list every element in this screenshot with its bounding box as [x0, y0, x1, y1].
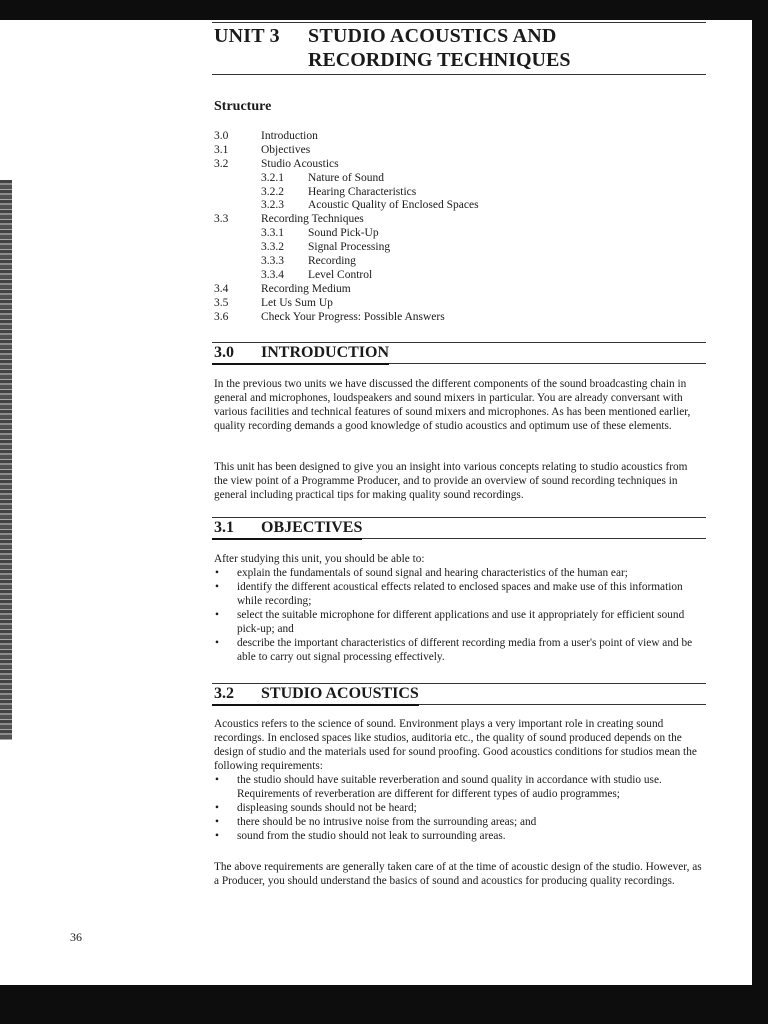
section-heading-introduction: [212, 342, 706, 364]
list-item: • there should be no intrusive noise from the surrounding areas; and: [215, 816, 537, 828]
bullet-icon: •: [215, 567, 219, 579]
structure-item-label: Signal Processing: [308, 241, 391, 254]
structure-item: [214, 311, 694, 325]
section-number: 3.2: [214, 685, 234, 702]
structure-item: [214, 186, 694, 200]
structure-item: [214, 158, 694, 172]
structure-item: [214, 213, 694, 227]
section-title: STUDIO ACOUSTICS: [261, 685, 419, 702]
structure-item-label: Introduction: [261, 130, 318, 142]
unit-number: UNIT 3: [214, 25, 280, 47]
structure-item-label: Check Your Progress: Possible Answers: [261, 310, 445, 323]
structure-item: [214, 283, 694, 297]
structure-item: [214, 199, 694, 213]
structure-item-label: Sound Pick-Up: [308, 227, 379, 240]
structure-item-number: 3.3.4: [261, 268, 284, 281]
structure-item-label: Hearing Characteristics: [308, 185, 417, 198]
structure-item-number: 3.1: [214, 143, 229, 156]
list-item: • identify the different acoustical effects related to enclosed spaces and make use of this information while recording;: [215, 581, 683, 607]
list-item: • sound from the studio should not leak to surrounding areas.: [215, 830, 506, 842]
bullet-icon: •: [215, 802, 219, 814]
structure-item: [214, 241, 694, 255]
structure-list: [214, 130, 694, 324]
bullet-icon: •: [215, 830, 219, 842]
section-number: 3.1: [214, 519, 234, 536]
introduction-paragraph-2: This unit has been designed to give you an insight into various concepts relating to studio acoustics from the view point of a Programme Producer, and to provide an overview of sound recording techniques in general including practical tips for making quality sound recordings.: [214, 461, 688, 501]
structure-item: [214, 130, 694, 144]
structure-item-number: 3.2: [214, 157, 229, 170]
section-title: OBJECTIVES: [261, 519, 363, 536]
structure-item: [214, 269, 694, 283]
structure-item-number: 3.6: [214, 310, 229, 323]
section-heading-studio-acoustics: [212, 683, 706, 705]
studio-acoustics-list: [214, 773, 702, 843]
structure-item-label: Nature of Sound: [308, 171, 385, 184]
structure-item-number: 3.2.1: [261, 171, 284, 184]
structure-item-label: Acoustic Quality of Enclosed Spaces: [308, 199, 479, 212]
bullet-icon: •: [215, 774, 219, 786]
structure-item-number: 3.3.2: [261, 241, 284, 254]
studio-acoustics-paragraph-2: The above requirements are generally taken care of at the time of acoustic design of the studio. However, as a Producer, you should understand the basics of sound and acoustics for producing quality recordings.: [214, 861, 702, 887]
structure-item-label: Recording Medium: [261, 282, 351, 295]
unit-title: [214, 24, 557, 48]
structure-item-label: Level Control: [308, 268, 373, 281]
objectives-lead: After studying this unit, you should be able to:: [214, 553, 425, 565]
bullet-icon: •: [215, 581, 219, 593]
title-top-rule: [212, 22, 706, 23]
structure-heading: Structure: [214, 99, 272, 114]
structure-item-number: 3.3.3: [261, 255, 284, 268]
unit-title-line-2: RECORDING TECHNIQUES: [308, 49, 571, 71]
structure-item-label: Recording: [308, 255, 356, 268]
structure-item-label: Let Us Sum Up: [261, 296, 333, 309]
structure-item-label: Objectives: [261, 143, 311, 156]
structure-item-number: 3.5: [214, 296, 229, 309]
objectives-list: [214, 566, 702, 664]
structure-item-number: 3.0: [214, 130, 229, 142]
structure-item: [214, 227, 694, 241]
bullet-icon: •: [215, 609, 219, 621]
structure-item: [214, 255, 694, 269]
introduction-paragraph-1: In the previous two units we have discussed the different components of the sound broadcasting chain in general and microphones, loudspeakers and sound mixers in particular. You are already conversant with various facilities and technical features of sound mixers and microphones. As has been mentioned earlier, quality recording demands a good knowledge of studio acoustics and optimum use of these elements.: [214, 378, 691, 432]
structure-item: [214, 297, 694, 311]
studio-acoustics-paragraph-1: Acoustics refers to the science of sound. Environment plays a very important role in creating sound recordings. In enclosed spaces like studios, auditoria etc., the quality of sound produced depends on the design of studio and the materials used for sound proofing. Good acoustics conditions for studios mean the following requirements:: [214, 718, 697, 772]
list-item: • the studio should have suitable reverberation and sound quality in accordance with studio use. Requirements of reverberation are different for different types of audio programmes;: [215, 774, 662, 800]
section-number: 3.0: [214, 344, 234, 361]
title-bottom-rule: [212, 74, 706, 75]
structure-item-number: 3.2.2: [261, 185, 284, 198]
unit-title-line-1: STUDIO ACOUSTICS AND: [308, 25, 557, 47]
section-title: INTRODUCTION: [261, 344, 390, 361]
structure-item-label: Studio Acoustics: [261, 157, 339, 170]
structure-item: [214, 144, 694, 158]
structure-item-number: 3.2.3: [261, 199, 284, 212]
list-item: • explain the fundamentals of sound signal and hearing characteristics of the human ear;: [215, 567, 628, 579]
bullet-icon: •: [215, 816, 219, 828]
structure-item: [214, 172, 694, 186]
list-item: • displeasing sounds should not be heard;: [215, 802, 417, 814]
structure-item-number: 3.3.1: [261, 227, 284, 240]
page-number: 36: [70, 930, 82, 944]
list-item: • describe the important characteristics of different recording media from a user's point of view and be able to carry out signal processing effectively.: [215, 637, 693, 663]
structure-item-number: 3.4: [214, 282, 229, 295]
list-item: • select the suitable microphone for different applications and use it appropriately for efficient sound pick-up; and: [215, 609, 685, 635]
section-heading-objectives: [212, 517, 706, 539]
structure-item-number: 3.3: [214, 213, 229, 226]
bullet-icon: •: [215, 637, 219, 649]
structure-item-label: Recording Techniques: [261, 213, 364, 226]
